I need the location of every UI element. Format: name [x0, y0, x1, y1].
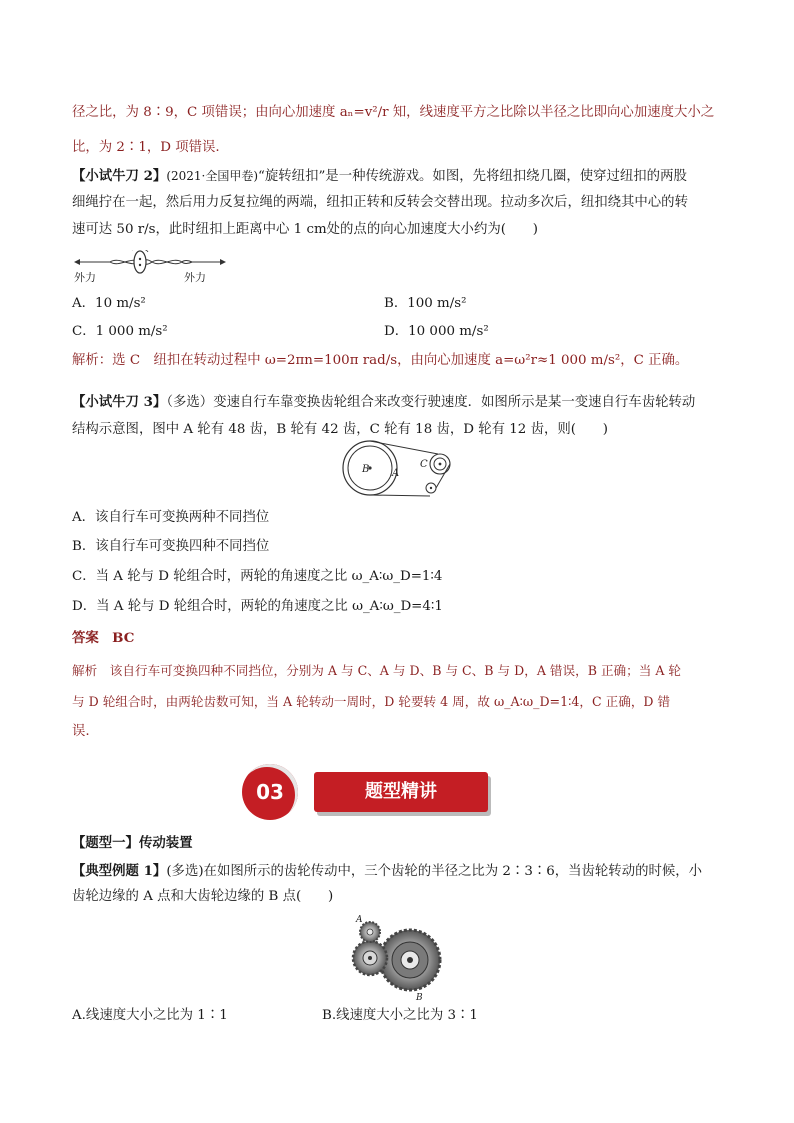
q2-option-c[interactable]: C．1 000 m/s²	[72, 324, 168, 339]
gear-label-c: C	[420, 459, 428, 470]
example-1-option-b[interactable]: B.线速度大小之比为 3∶1	[322, 1008, 478, 1023]
spinning-button-figure	[72, 250, 232, 286]
q3-solution-line-3: 误.	[72, 724, 90, 739]
q2-option-a[interactable]: A．10 m/s²	[72, 296, 146, 311]
question-2-line-2: 细绳拧在一起，然后用力反复拉绳的两端，纽扣正转和反转会交替出现。拉动多次后，纽扣绕其中心的转	[72, 195, 688, 210]
gear-label-a: A	[392, 468, 400, 479]
q3-option-a[interactable]: A．该自行车可变换两种不同挡位	[72, 510, 270, 525]
section-number: 03	[256, 780, 284, 804]
question-3-tag: 【小试牛刀 3】	[72, 394, 167, 410]
example-1-option-a[interactable]: A.线速度大小之比为 1∶1	[72, 1008, 228, 1023]
section-title: 题型精讲	[365, 781, 437, 802]
question-2-line-3: 速可达 50 r/s，此时纽扣上距离中心 1 cm处的点的向心加速度大小约为( )	[72, 222, 538, 237]
question-2-source: (2021·全国甲卷)	[166, 169, 259, 183]
type-1-heading: 【题型一】传动装置	[72, 835, 193, 851]
q3-option-b[interactable]: B．该自行车可变换四种不同挡位	[72, 539, 270, 554]
prev-solution-line-1: 径之比，为 8∶9，C 项错误；由向心加速度 aₙ=v²/r 知，线速度平方之比除以半径之比即向心加速度大小之	[72, 105, 715, 120]
question-3-line-2: 结构示意图，图中 A 轮有 48 齿，B 轮有 42 齿，C 轮有 18 齿，D 轮有 12 齿，则( )	[72, 422, 608, 437]
example-1-text-1: (多选)在如图所示的齿轮传动中，三个齿轮的半径之比为 2∶3∶6，当齿轮转动的时候，小	[166, 864, 703, 879]
q3-solution-line-1: 解析 该自行车可变换四种不同挡位，分别为 A 与 C、A 与 D、B 与 C、B 与 D，A 错误，B 正确；当 A 轮	[72, 663, 682, 678]
question-2-text-1: “旋转纽扣”是一种传统游戏。如图，先将纽扣绕几圈，使穿过纽扣的两股	[258, 169, 687, 184]
question-3-text-1: （多选）变速自行车靠变换齿轮组合来改变行驶速度．如图所示是某一变速自行车齿轮转动	[166, 395, 696, 410]
example-1-tag: 【典型例题 1】	[72, 863, 167, 879]
bicycle-gear-figure	[338, 440, 458, 504]
q3-solution-line-2: 与 D 轮组合时，由两轮齿数可知，当 A 轮转动一周时，D 轮要转 4 周，故 ω_A∶ω_D=1∶4，C 正确，D 错	[72, 694, 671, 709]
force-label-right: 外力	[184, 271, 206, 284]
three-gears-figure	[348, 912, 448, 1002]
point-label-b: B	[416, 993, 423, 1002]
q2-option-d[interactable]: D．10 000 m/s²	[384, 324, 489, 339]
q3-option-c[interactable]: C．当 A 轮与 D 轮组合时，两轮的角速度之比 ω_A∶ω_D=1∶4	[72, 569, 443, 584]
q2-solution: 解析：选 C 纽扣在转动过程中 ω=2πn=100π rad/s，由向心加速度 a=ω²r≈1 000 m/s²，C 正确。	[72, 353, 689, 368]
gear-label-b: B	[362, 464, 370, 475]
force-label-left: 外力	[74, 271, 96, 284]
example-1-line-2: 齿轮边缘的 A 点和大齿轮边缘的 B 点( )	[72, 889, 334, 904]
example-1-line-1	[72, 861, 724, 882]
q3-option-d[interactable]: D．当 A 轮与 D 轮组合时，两轮的角速度之比 ω_A∶ω_D=4∶1	[72, 599, 443, 614]
q3-answer: 答案 BC	[72, 630, 135, 646]
point-label-a: A	[356, 915, 363, 925]
prev-solution-line-2: 比，为 2∶1，D 项错误.	[72, 140, 220, 155]
q2-option-b[interactable]: B．100 m/s²	[384, 296, 467, 311]
question-2-tag: 【小试牛刀 2】	[72, 168, 167, 184]
question-2-line-1	[72, 166, 724, 187]
question-3-line-1	[72, 392, 724, 413]
